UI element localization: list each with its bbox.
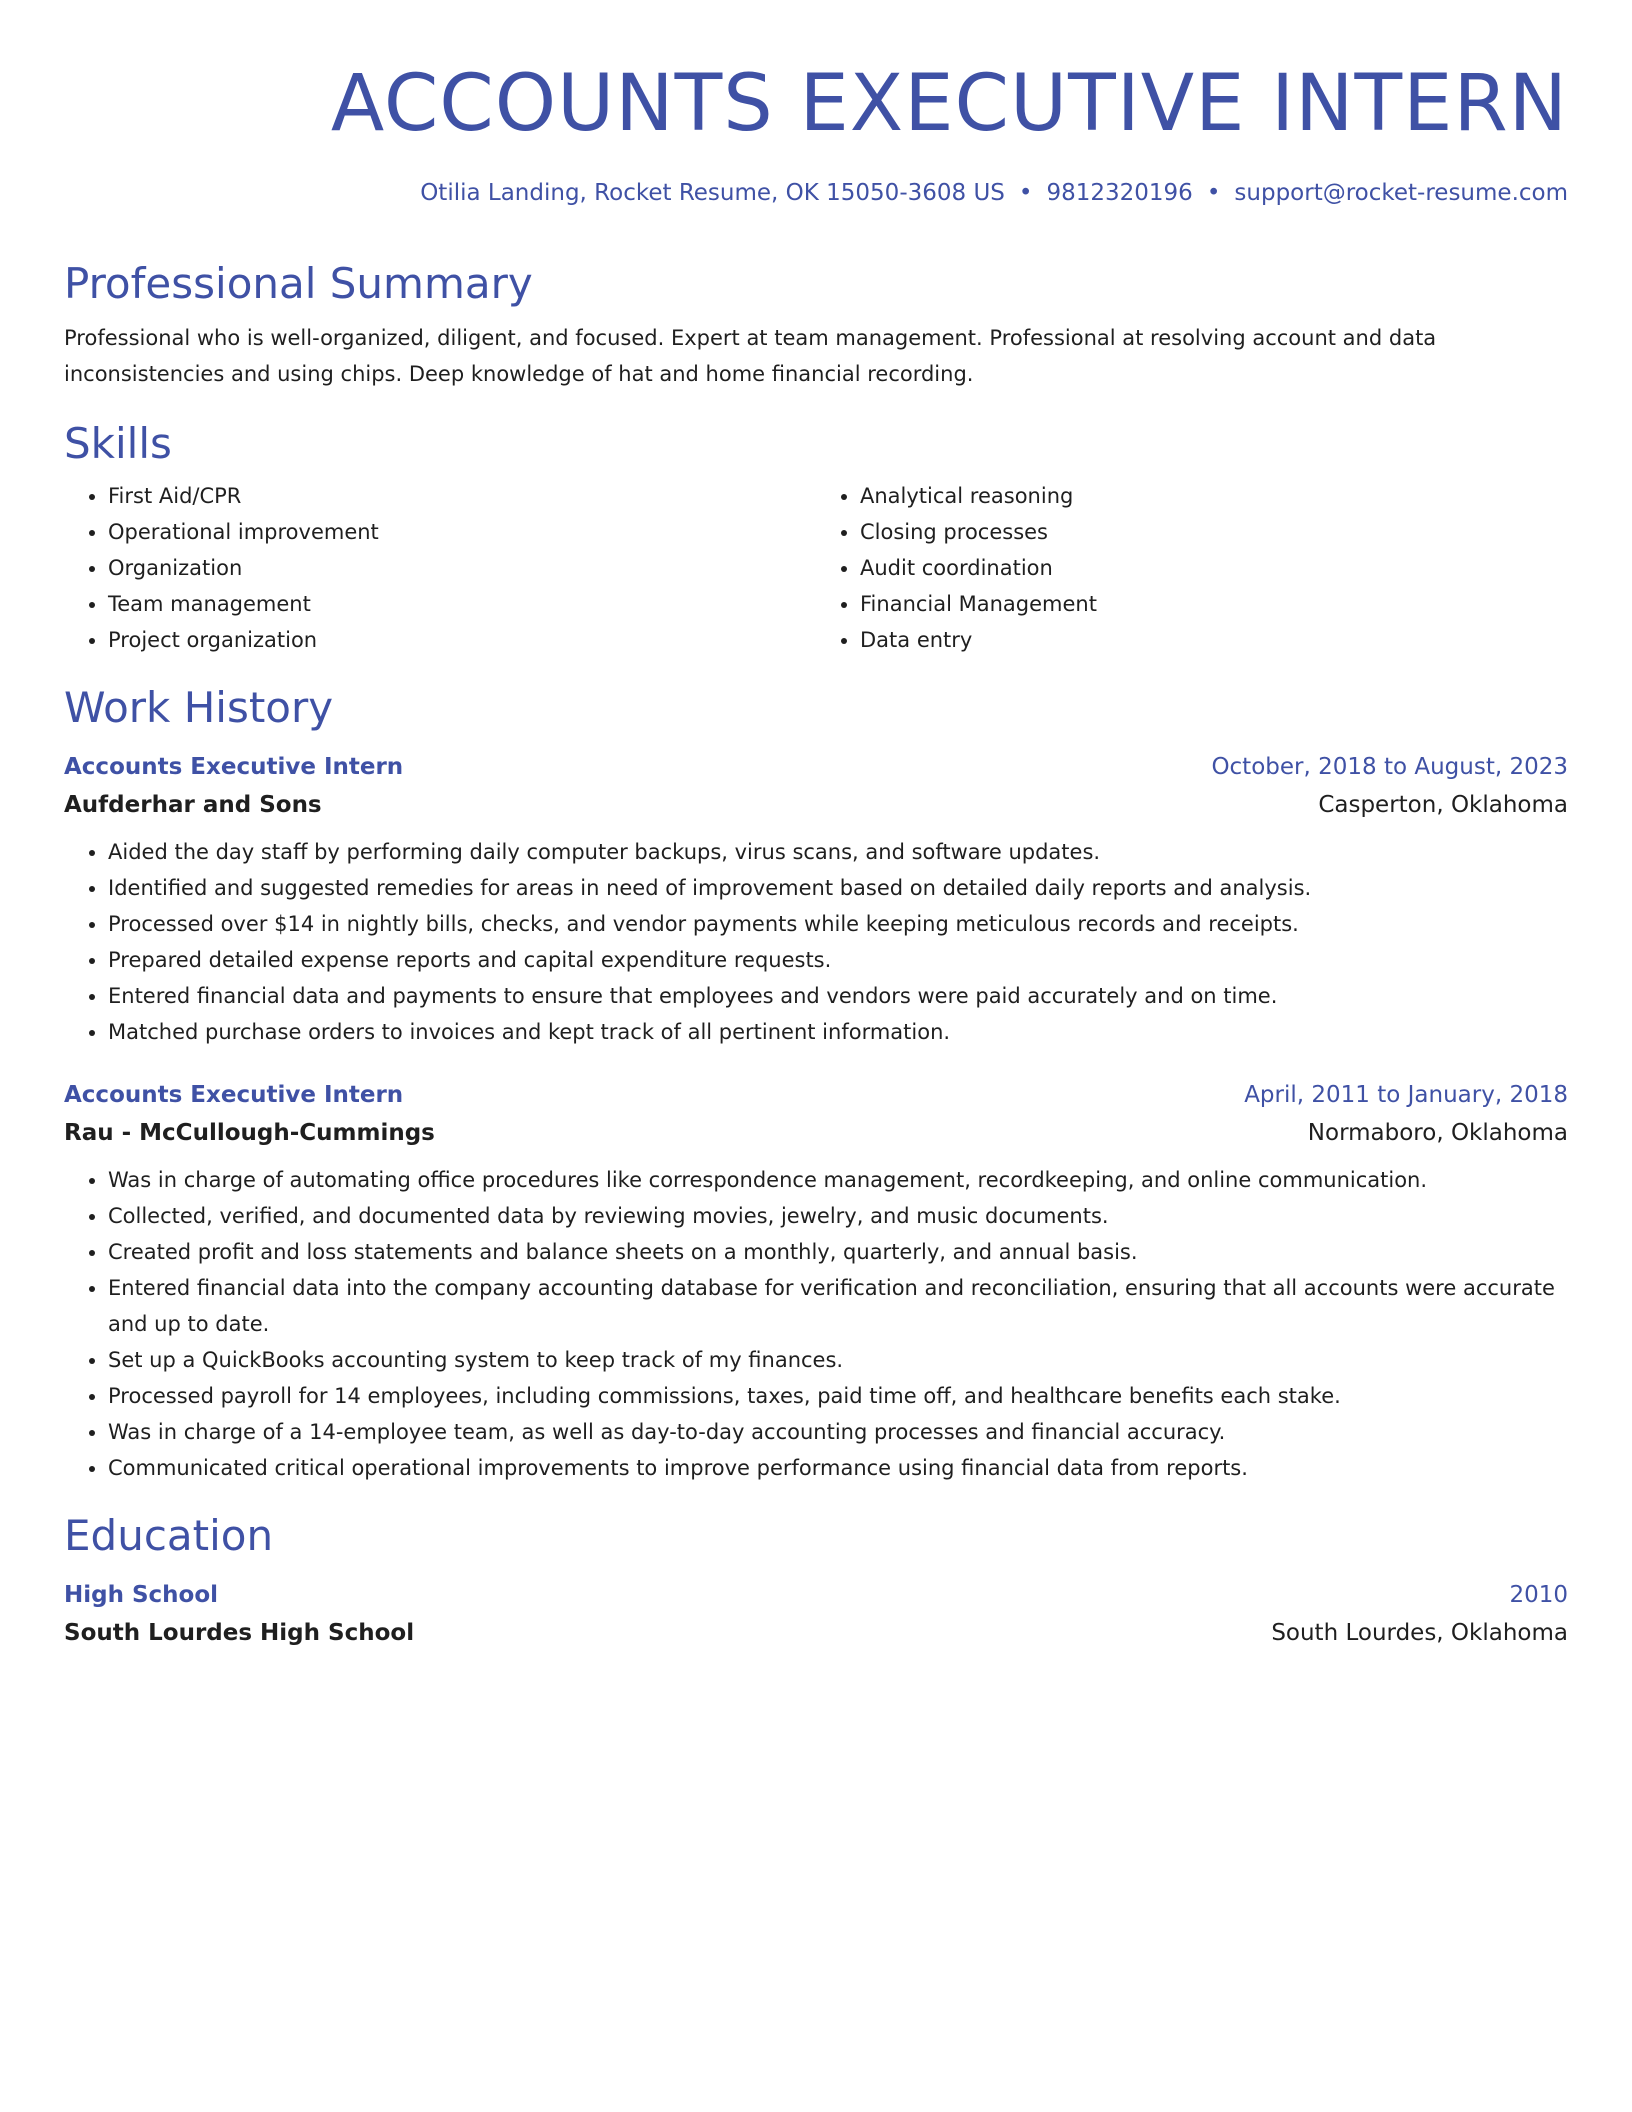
education-year: 2010 [1509, 1582, 1568, 1608]
skill-item: • Audit coordination [860, 550, 1568, 586]
contact-separator: • [1206, 180, 1221, 206]
education-entry [64, 1576, 1568, 1652]
skill-item: • Operational improvement [108, 514, 816, 550]
education-school: South Lourdes High School [64, 1620, 415, 1646]
summary-text: Professional who is well-organized, diligent, and focused. Expert at team management. Professional at resolving account and data inconsistencies and using chips. Deep knowledge of hat and home financial recording. [64, 326, 1437, 386]
skill-item: • Analytical reasoning [860, 478, 1568, 514]
candidate-name: ACCOUNTS EXECUTIVE INTERN [330, 59, 1568, 149]
job-bullet: • Entered financial data into the company accounting database for verification and reconciliation, ensuring that all accounts were accurate and up to date. [108, 1270, 1568, 1342]
contact-address: Otilia Landing, Rocket Resume, OK 15050-3608 US [420, 180, 1005, 206]
job-entry [64, 1076, 1568, 1486]
job-company: Rau - McCullough-Cummings [64, 1120, 435, 1146]
skills-heading: Skills [64, 419, 172, 468]
job-bullet: • Entered financial data and payments to ensure that employees and vendors were paid accurately and on time. [108, 978, 1568, 1014]
job-dates: April, 2011 to January, 2018 [1244, 1082, 1568, 1108]
job-header-row [64, 748, 1568, 786]
education-location: South Lourdes, Oklahoma [1271, 1620, 1568, 1646]
skill-item: • Project organization [108, 622, 816, 658]
job-bullet: • Collected, verified, and documented data by reviewing movies, jewelry, and music documents. [108, 1198, 1568, 1234]
job-bullet: • Processed payroll for 14 employees, including commissions, taxes, paid time off, and healthcare benefits each stake. [108, 1378, 1568, 1414]
job-bullets [64, 1162, 1568, 1486]
job-header-row [64, 1076, 1568, 1114]
job-bullet: • Set up a QuickBooks accounting system to keep track of my finances. [108, 1342, 1568, 1378]
education-degree: High School [64, 1582, 219, 1608]
job-bullet: • Was in charge of automating office procedures like correspondence management, recordkeeping, and online communication. [108, 1162, 1568, 1198]
job-entry [64, 748, 1568, 1050]
skills-column-left [64, 478, 816, 658]
contact-separator: • [1018, 180, 1033, 206]
job-bullet: • Identified and suggested remedies for areas in need of improvement based on detailed daily reports and analysis. [108, 870, 1568, 906]
contact-phone: 9812320196 [1046, 180, 1193, 206]
skill-item: • Closing processes [860, 514, 1568, 550]
education-heading: Education [64, 1511, 274, 1560]
summary-heading: Professional Summary [64, 259, 533, 308]
job-bullets [64, 834, 1568, 1050]
work-history-heading: Work History [64, 683, 334, 732]
job-company-row [64, 786, 1568, 824]
job-bullet: • Communicated critical operational improvements to improve performance using financial data from reports. [108, 1450, 1568, 1486]
job-title: Accounts Executive Intern [64, 754, 404, 780]
skill-item: • Organization [108, 550, 816, 586]
job-bullet: • Was in charge of a 14-employee team, as well as day-to-day accounting processes and financial accuracy. [108, 1414, 1568, 1450]
job-bullet: • Processed over $14 in nightly bills, checks, and vendor payments while keeping meticulous records and receipts. [108, 906, 1568, 942]
job-dates: October, 2018 to August, 2023 [1211, 754, 1568, 780]
job-location: Normaboro, Oklahoma [1307, 1120, 1568, 1146]
job-location: Casperton, Oklahoma [1318, 792, 1568, 818]
job-company: Aufderhar and Sons [64, 792, 322, 818]
education-school-row [64, 1614, 1568, 1652]
resume-header [64, 56, 1568, 206]
skill-item: • First Aid/CPR [108, 478, 816, 514]
skill-item: • Financial Management [860, 586, 1568, 622]
job-company-row [64, 1114, 1568, 1152]
job-bullet: • Aided the day staff by performing daily computer backups, virus scans, and software updates. [108, 834, 1568, 870]
skills-list [64, 478, 1568, 658]
job-title: Accounts Executive Intern [64, 1082, 404, 1108]
job-bullet: • Created profit and loss statements and balance sheets on a monthly, quarterly, and annual basis. [108, 1234, 1568, 1270]
skill-item: • Data entry [860, 622, 1568, 658]
job-bullet: • Matched purchase orders to invoices and kept track of all pertinent information. [108, 1014, 1568, 1050]
contact-line [64, 180, 1568, 206]
education-header-row [64, 1576, 1568, 1614]
skills-column-right [816, 478, 1568, 658]
job-bullet: • Prepared detailed expense reports and capital expenditure requests. [108, 942, 1568, 978]
contact-email: support@rocket-resume.com [1234, 180, 1568, 206]
skill-item: • Team management [108, 586, 816, 622]
